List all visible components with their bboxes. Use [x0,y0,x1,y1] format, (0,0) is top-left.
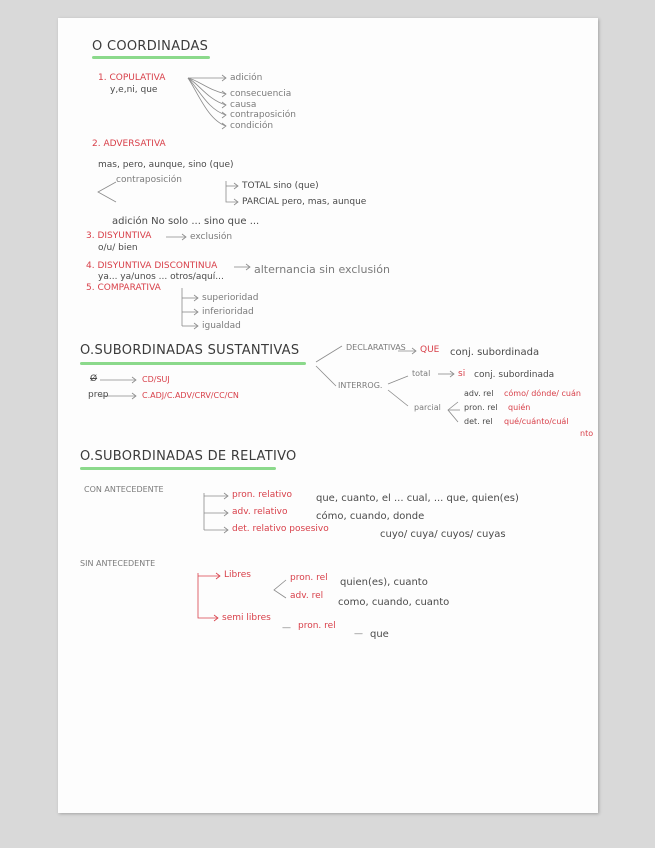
libres-label: Libres [224,570,251,580]
adv-rel-values: cómo/ dónde/ cuán [504,389,581,398]
sin-antecedente-label: SIN ANTECEDENTE [80,559,156,568]
disyuntiva-exclusion: exclusión [190,232,233,242]
discontinua-label: 4. DISYUNTIVA DISCONTINUA [86,261,218,271]
sustantivas-underline [80,362,306,365]
adversativa-total: TOTAL sino (que) [242,181,319,191]
semilibres-dash: — [282,623,291,633]
semilibres-que: que [370,629,389,640]
connector-lines [58,18,598,813]
disyuntiva-conjunctions: o/u/ bien [98,243,138,253]
interrogativas-parcial: parcial [414,403,441,412]
adv-rel-label: adv. rel [464,389,494,398]
sustantivas-row2-right: C.ADJ/C.ADV/CRV/CC/CN [142,391,239,400]
pron-relativo-values: que, cuanto, el ... cual, ... que, quien(es) [316,493,519,504]
semilibres-pron-rel: pron. rel [298,621,336,631]
comparativa-label: 5. COMPARATIVA [86,283,161,293]
det-rel-tail: nto [580,429,594,438]
copulativa-item-5: condición [230,121,274,131]
relativo-title: O.SUBORDINADAS DE RELATIVO [80,449,297,464]
interrogativas-conj: conj. subordinada [474,370,555,380]
sustantivas-row1-right: CD/SUJ [142,375,170,384]
copulativa-item-4: contraposición [230,110,296,120]
det-relativo-label: det. relativo posesivo [232,524,329,534]
adversativa-label: 2. ADVERSATIVA [92,139,166,149]
libres-pron-rel-values: quien(es), cuanto [340,577,428,588]
adversativa-conjunctions: mas, pero, aunque, sino (que) [98,160,234,170]
libres-adv-rel-label: adv. rel [290,591,324,601]
discontinua-result: alternancia sin exclusión [254,263,390,276]
discontinua-conjunctions: ya... ya/unos ... otros/aquí... [98,272,224,282]
adv-relativo-values: cómo, cuando, donde [316,511,425,522]
adversativa-contraposicion: contraposición [116,175,182,185]
comparativa-item-3: igualdad [202,321,241,331]
sustantivas-title: O.SUBORDINADAS SUSTANTIVAS [80,343,300,358]
copulativa-conjunctions: y,e,ni, que [110,85,158,95]
disyuntiva-label: 3. DISYUNTIVA [86,231,152,241]
pron-relativo-label: pron. relativo [232,490,293,500]
adv-relativo-label: adv. relativo [232,507,288,517]
relativo-underline [80,467,276,470]
pron-rel-values: quién [508,403,531,412]
adversativa-parcial: PARCIAL pero, mas, aunque [242,197,367,207]
interrogativas-si: si [458,369,466,379]
declarativas-conj: conj. subordinada [450,347,540,358]
notebook-page [58,18,598,813]
libres-pron-rel-label: pron. rel [290,573,328,583]
con-antecedente-label: CON ANTECEDENTE [84,485,164,494]
comparativa-item-1: superioridad [202,293,259,303]
copulativa-item-2: consecuencia [230,89,292,99]
det-relativo-values: cuyo/ cuya/ cuyos/ cuyas [380,529,506,540]
sustantivas-row1-left: Ø [90,374,98,384]
copulativa-item-1: adición [230,73,263,83]
libres-adv-rel-values: como, cuando, cuanto [338,597,450,608]
declarativas-label: DECLARATIVAS [346,343,406,352]
det-rel-values: qué/cuánto/cuál [504,417,569,426]
semilibres-label: semi libres [222,613,271,623]
det-rel-label: det. rel [464,417,493,426]
semilibres-dash-2: — [354,629,363,639]
adversativa-adicion: adición No solo ... sino que ... [112,216,260,227]
interrogativas-label: INTERROG. [338,381,383,390]
coordinadas-title: O COORDINADAS [92,39,209,54]
copulativa-label: 1. COPULATIVA [98,73,166,83]
sustantivas-row2-left: prep [88,390,109,400]
coordinadas-underline [92,56,210,59]
comparativa-item-2: inferioridad [202,307,254,317]
pron-rel-label: pron. rel [464,403,498,412]
interrogativas-total: total [412,369,431,378]
copulativa-item-3: causa [230,100,257,110]
declarativas-que: QUE [420,345,440,355]
